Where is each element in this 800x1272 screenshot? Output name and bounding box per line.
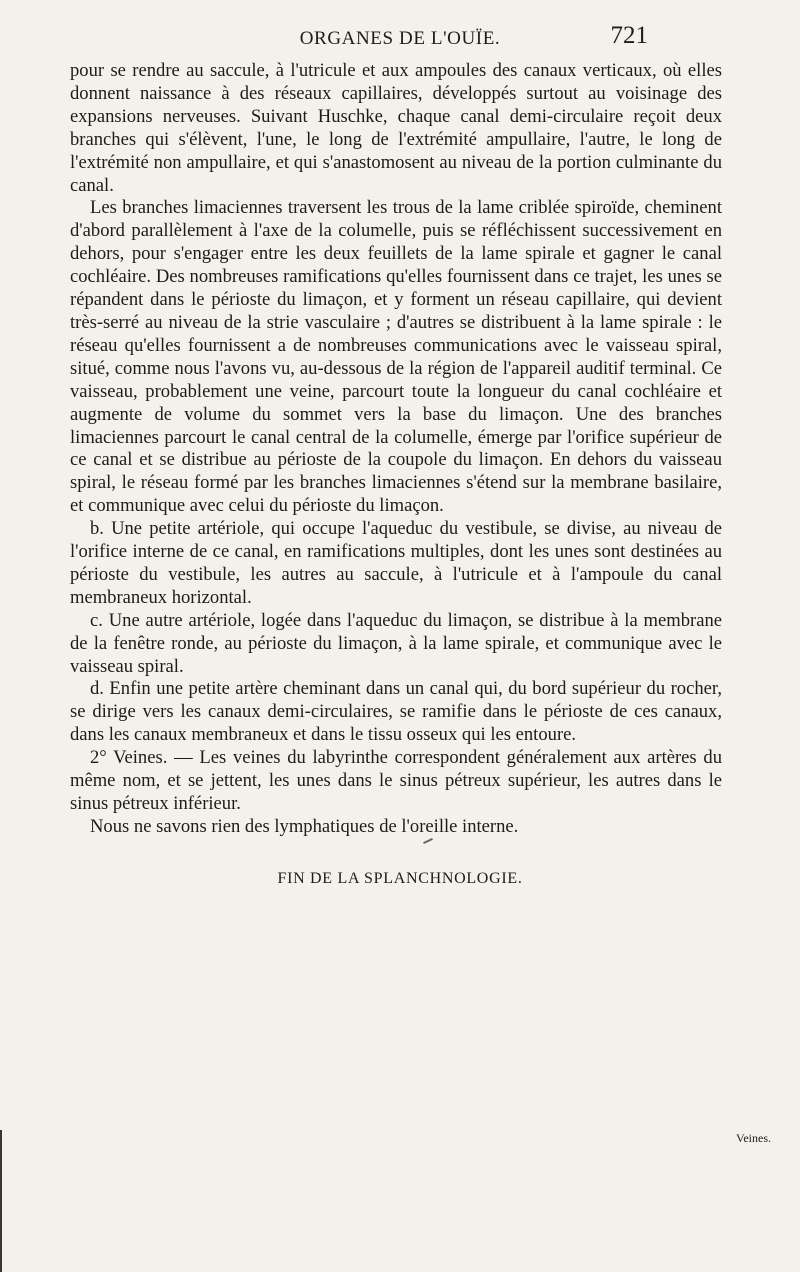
printer-mark bbox=[423, 838, 433, 844]
page-header bbox=[0, 22, 800, 52]
margin-note-veines: Veines. bbox=[736, 1131, 771, 1145]
paragraph-continuation: pour se rendre au saccule, à l'utricule et aux ampoules des canaux verticaux, où elles donnent naissance à des réseaux capillaires, développés surtout au voisinage des expansions nerveuses. Suivant Huschke, chaque canal demi-circulaire reçoit deux branches qui s'élèvent, l'une, le long de l'extrémité ampullaire, l'autre, le long de l'extrémité non ampullaire, et qui s'anastomosent au niveau de la portion culminante du canal. bbox=[70, 60, 722, 196]
running-head: ORGANES DE L'OUÏE. bbox=[299, 28, 501, 49]
paragraph-c: c. Une autre artériole, logée dans l'aqueduc du limaçon, se distribue à la membrane de la fenêtre ronde, au périoste du limaçon, à la lame spirale, et communique avec le vaisseau spiral. bbox=[70, 609, 722, 677]
paragraph-lymphatiques: Nous ne savons rien des lymphatiques de l'oreille interne. bbox=[90, 815, 519, 837]
paragraph-branches-limaciennes: Les branches limaciennes traversent les trous de la lame criblée spiroïde, cheminent d'abord parallèlement à l'axe de la columelle, puis se réfléchissent successivement en dehors, pour s'engager entre les deux feuillets de la lame spirale et gagner le canal cochléaire. Des nombreuses ramifications qu'elles fournissent dans ce trajet, les unes se répandent dans le périoste du limaçon, et y forment un réseau capillaire, qui devient très-serré au niveau de la strie vasculaire ; d'autres se distribuent à la lame spirale : le réseau qu'elles fournissent a de nombreuses communications avec le vaisseau spiral, situé, comme nous l'avons vu, au-dessous de la région de l'appareil auditif terminal. Ce vaisseau, probablement une veine, parcourt toute la longueur du canal cochléaire et augmente de volume du sommet vers la base du limaçon. Une des branches limaciennes parcourt le canal central de la columelle, émerge par l'orifice supérieur de ce canal et se distribue au périoste de la coupole du limaçon. En dehors du vaisseau spiral, le réseau formé par les branches limaciennes s'étend sur la membrane basilaire, et communique avec celui du périoste du limaçon. bbox=[70, 197, 722, 517]
page-number: 721 bbox=[610, 22, 648, 49]
page-edge-shadow bbox=[0, 1130, 2, 1272]
paragraph-veines: 2° Veines. — Les veines du labyrinthe correspondent généralement aux artères du même nom, et se jettent, les unes dans le sinus pétreux supérieur, les autres dans le sinus pétreux inférieur. bbox=[70, 747, 722, 814]
paragraph-d: d. Enfin une petite artère cheminant dans un canal qui, du bord supérieur du rocher, se dirige vers les canaux demi-circulaires, se ramifie dans le périoste de ces canaux, dans les canaux membraneux et dans le tissu osseux qui les entoure. bbox=[70, 678, 722, 746]
paragraph-b: b. Une petite artériole, qui occupe l'aqueduc du vestibule, se divise, au niveau de l'orifice interne de ce canal, en ramifications multiples, dont les unes sont destinées au périoste du vestibule, les autres au saccule, à l'utricule et à l'ampoule du canal membraneux horizontal. bbox=[70, 518, 722, 608]
end-title: FIN DE LA SPLANCHNOLOGIE. bbox=[277, 870, 523, 887]
body-text bbox=[70, 60, 722, 839]
